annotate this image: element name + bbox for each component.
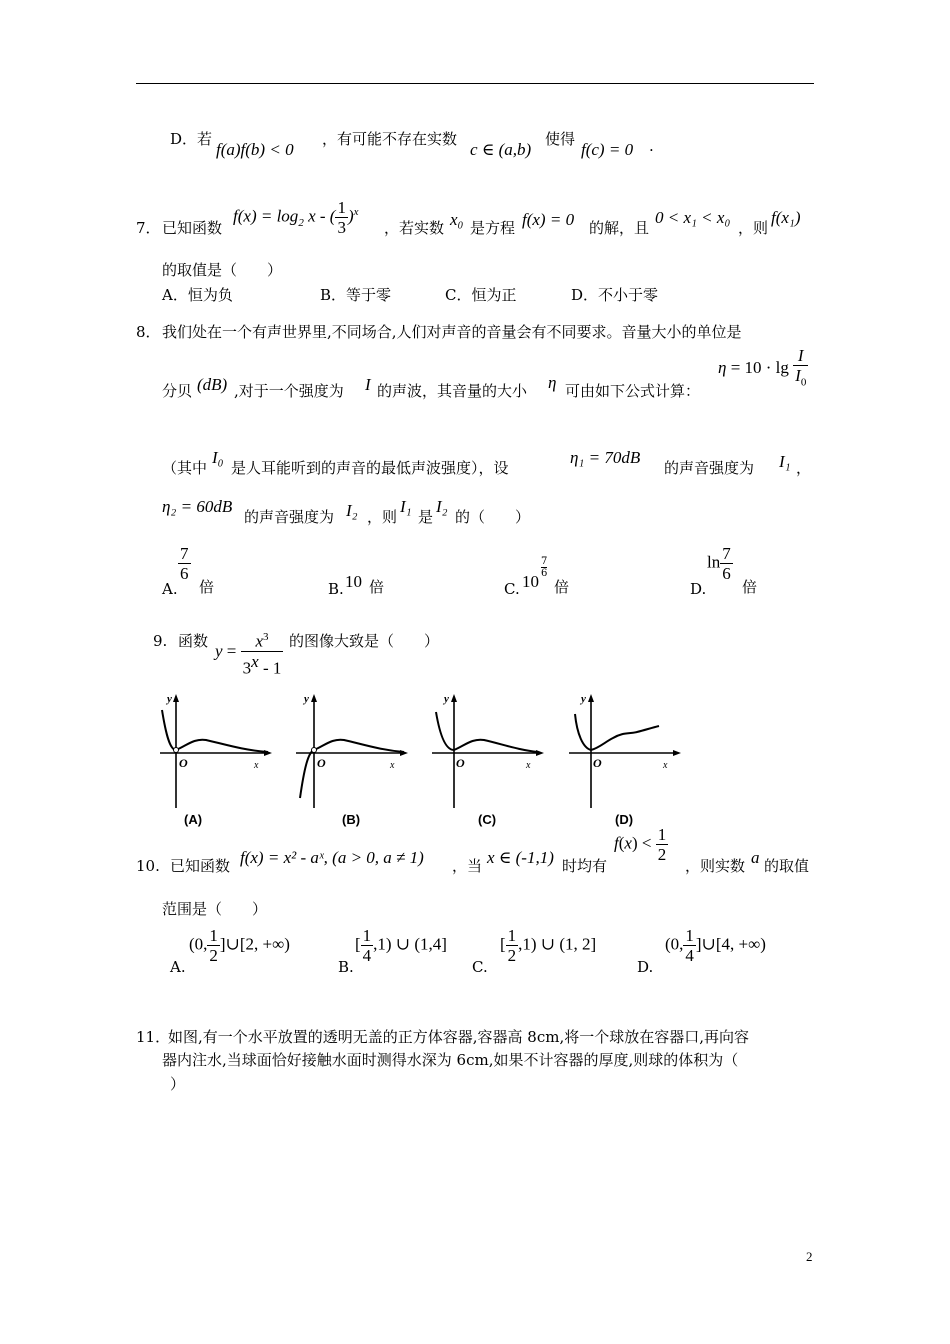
q7-intro: 已知函数: [162, 219, 223, 237]
q7-condition: 0 < x₁ < x₀: [655, 208, 731, 227]
q8-I1: I₁: [779, 452, 791, 471]
graph-a-y-arrow: [173, 694, 179, 702]
q8-option-b-bei: 倍: [369, 578, 385, 596]
q9-function: y = $\frac{x^3}{3^x - 1}$: [215, 628, 283, 677]
q10-option-b-value: [ $\frac{1}{4}$ ,1) ∪ (1,4]: [355, 926, 447, 965]
graph-b-origin: O: [317, 756, 326, 770]
q7-text2: 是方程: [470, 219, 516, 237]
q8-I: I: [365, 375, 371, 394]
q8-line3d: ，: [796, 459, 812, 477]
q8-line3b: 是人耳能听到的声音的最低声波强度），设: [231, 459, 509, 477]
q8-option-b-label: B.: [328, 580, 344, 598]
q6-option-d-label: D．若: [170, 130, 213, 148]
q10-option-c-value: [ $\frac{1}{2}$ ,1) ∪ (1, 2]: [500, 926, 597, 965]
q10-a: a: [751, 848, 760, 867]
q10-number: 10.: [136, 857, 160, 875]
graph-d-origin: O: [593, 756, 602, 770]
q8-line1: 我们处在一个有声世界里,不同场合,人们对声音的音量会有不同要求。音量大小的单位是: [162, 323, 742, 341]
graph-c-curve: [436, 712, 538, 752]
q11-line2: 器内注水,当球面恰好接触水面时测得水深为 6cm,如果不计容器的厚度,则球的体积为（: [162, 1051, 739, 1069]
q8-line2a: 分贝: [162, 382, 193, 400]
q8-option-b-value: 10: [345, 572, 362, 591]
q10-text1: ，当: [452, 857, 483, 875]
graph-b-y-label: y: [304, 693, 309, 705]
q6-result: f(c) = 0: [581, 140, 634, 159]
graph-c-origin: O: [456, 756, 465, 770]
graph-a-origin: O: [179, 756, 188, 770]
q8-I1-ref: I₁: [400, 497, 412, 516]
q8-option-d-bei: 倍: [742, 578, 758, 596]
graph-a-x-label: x: [254, 760, 259, 771]
graph-d-caption: (D): [615, 812, 634, 827]
q8-option-d-label: D.: [690, 580, 707, 598]
q9-graph-b: [292, 690, 412, 830]
q11-number: 11．: [136, 1028, 171, 1046]
q7-equation: f(x) = 0: [522, 210, 575, 229]
q10-function: f(x) = x² - aˣ, (a > 0, a ≠ 1): [240, 848, 424, 867]
q10-text3: ，则实数: [685, 857, 746, 875]
q8-option-c-base: 10: [522, 572, 539, 591]
graph-c-x-arrow: [536, 750, 544, 756]
q7-option-b: B．等于零: [320, 286, 392, 304]
page-number: 2: [806, 1249, 813, 1264]
q10-option-d-label: D.: [637, 958, 654, 976]
q8-line3a: （其中: [162, 459, 208, 477]
q10-condition: f(x) < $\frac{1}{2}$: [614, 825, 667, 864]
q8-line2b: ,对于一个强度为: [234, 382, 344, 400]
q8-line4c: 是: [418, 508, 434, 526]
q7-text4: ，则: [738, 219, 769, 237]
q8-I2-ref: I₂: [436, 497, 448, 516]
q8-option-a-label: A.: [162, 580, 178, 598]
graph-c-x-label: x: [526, 760, 531, 771]
header-rule: [136, 83, 814, 84]
graph-d-curve: [575, 714, 659, 750]
q7-function: $f(x) = \log_2 x$ - ( $\frac{1}{3}$ )$^x$: [233, 198, 359, 237]
q8-line2c: 的声波，其音量的大小: [377, 382, 528, 400]
q8-I0: I₀: [212, 448, 224, 467]
q10-text2: 时均有: [562, 857, 608, 875]
q8-number: 8．: [136, 323, 161, 341]
graph-a-hole: [174, 748, 179, 753]
q9-graph-c: [428, 690, 548, 830]
q10-option-b-label: B.: [338, 958, 354, 976]
q9-intro: 函数: [178, 632, 209, 650]
graph-d-x-label: x: [663, 760, 668, 771]
q10-option-a-label: A.: [170, 958, 186, 976]
q7-option-a: A．恒为负: [162, 286, 233, 304]
q8-option-c-exponent: 7 6: [541, 556, 548, 579]
q10-option-c-label: C.: [472, 958, 488, 976]
graph-b-y-arrow: [311, 694, 317, 702]
q10-option-d-value: (0, $\frac{1}{4}$ ]∪[4, +∞): [665, 926, 766, 965]
q10-option-a-value: (0, $\frac{1}{2}$ ]∪[2, +∞): [189, 926, 290, 965]
q10-intro: 已知函数: [170, 857, 231, 875]
q7-option-d: D．不小于零: [571, 286, 659, 304]
q6-text2: 使得: [545, 130, 576, 148]
graph-d-y-label: y: [581, 693, 586, 705]
q8-line4a: 的声音强度为: [244, 508, 335, 526]
graph-a-caption: (A): [184, 812, 203, 827]
q6-text1: ，有可能不存在实数: [322, 130, 458, 148]
q8-eta1: η₁ = 70dB: [570, 448, 641, 467]
q9-number: 9.: [153, 632, 168, 650]
q11-line3: ）: [170, 1075, 186, 1093]
q8-option-a-value: $\frac{7}{6}$: [180, 544, 189, 583]
q8-option-a-bei: 倍: [199, 578, 215, 596]
graph-a-curve: [162, 710, 268, 752]
q8-I2: I₂: [346, 501, 358, 520]
q6-condition: f(a)f(b) < 0: [216, 140, 294, 159]
q8-option-d-value: ln $\frac{7}{6}$: [707, 544, 731, 583]
q10-range: x ∈ (-1,1): [487, 848, 554, 867]
q7-number: 7．: [136, 219, 161, 237]
graph-c-y-label: y: [444, 693, 449, 705]
q7-x0: x₀: [450, 210, 464, 229]
graph-c-caption: (C): [478, 812, 497, 827]
q8-eta2: η₂ = 60dB: [162, 497, 233, 516]
q9-graph-a: [156, 690, 276, 830]
graph-d-y-arrow: [588, 694, 594, 702]
q11-line1: 如图,有一个水平放置的透明无盖的正方体容器,容器高 8cm,将一个球放在容器口,再向容: [168, 1028, 750, 1046]
graph-d-x-arrow: [673, 750, 681, 756]
q8-option-c-bei: 倍: [554, 578, 570, 596]
q7-text1: ，若实数: [384, 219, 445, 237]
q10-text4: 的取值: [764, 857, 810, 875]
q7-line2: 的取值是（ ）: [162, 261, 283, 279]
graph-b-x-label: x: [390, 760, 395, 771]
q7-fx1: f(x₁): [771, 208, 801, 227]
q8-formula: η = 10 · lg $\frac{I}{I_0}$: [718, 346, 807, 389]
q7-text3: 的解，且: [589, 219, 650, 237]
q6-c-range: c ∈ (a,b): [470, 140, 532, 159]
graph-a-y-label: y: [167, 693, 172, 705]
q8-eta: η: [548, 373, 557, 392]
q8-line3c: 的声音强度为: [664, 459, 755, 477]
q8-line4b: ，则: [367, 508, 398, 526]
q9-tail: 的图像大致是（ ）: [289, 632, 440, 650]
graph-c-y-arrow: [451, 694, 457, 702]
q6-end: .: [649, 137, 654, 155]
q8-option-c-label: C.: [504, 580, 520, 598]
q9-graph-d: [565, 690, 685, 830]
q7-option-c: C．恒为正: [445, 286, 517, 304]
graph-b-caption: (B): [342, 812, 361, 827]
q8-line4d: 的（ ）: [455, 508, 531, 526]
q8-line2d: 可由如下公式计算：: [565, 382, 701, 400]
q8-unit: (dB): [197, 375, 228, 394]
q10-line2: 范围是（ ）: [162, 900, 268, 918]
graph-b-hole: [312, 748, 317, 753]
